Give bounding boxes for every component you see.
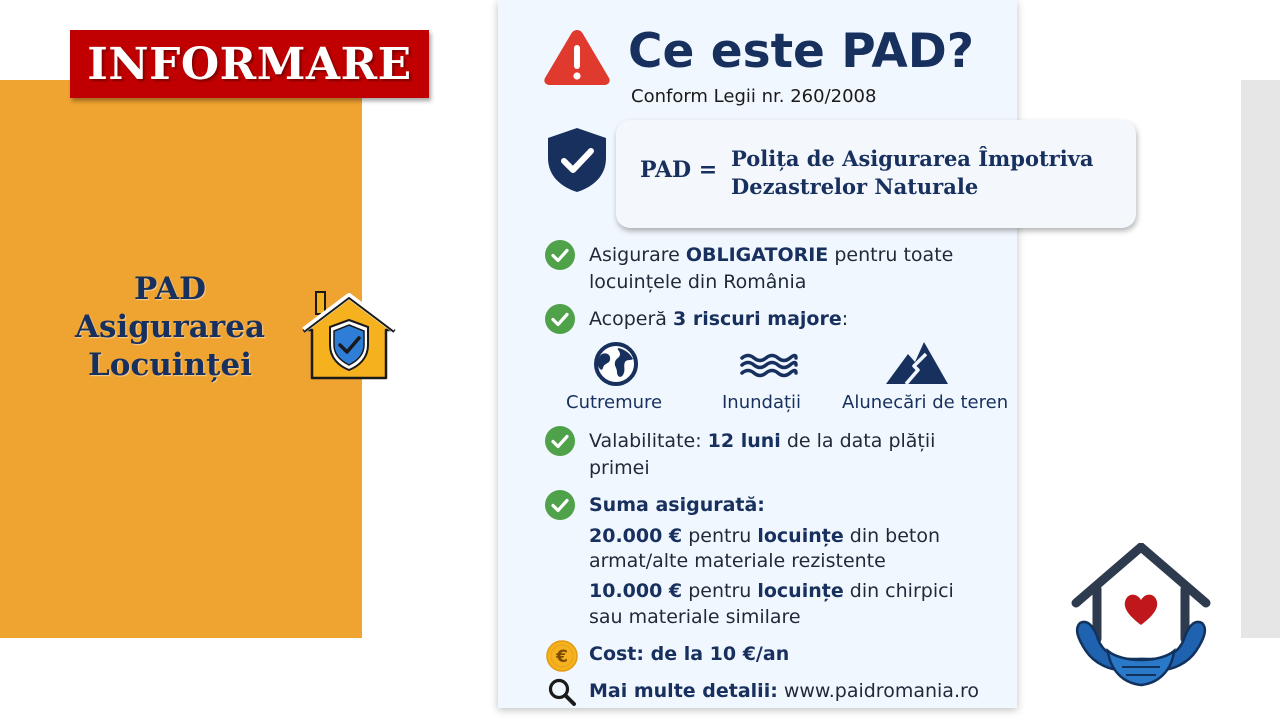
sum-title: Suma asigurată:: [589, 494, 765, 516]
definition-term: PAD =: [640, 157, 718, 183]
check-icon: [545, 426, 575, 456]
sum-adobe-amount: 10.000 €: [589, 580, 683, 602]
validity-line-2: primei: [589, 457, 650, 479]
definition-line-2: Dezastrelor Naturale: [731, 174, 979, 199]
mandatory-emphasis: OBLIGATORIE: [685, 244, 829, 266]
sum-adobe-line-1: 10.000 € pentru locuințe din chirpici: [589, 580, 954, 602]
left-title-line-2: Asigurarea: [74, 309, 266, 345]
hands-house-heart-icon: [1070, 543, 1212, 693]
gray-side-strip: [1241, 80, 1280, 638]
search-icon: [547, 677, 577, 707]
informare-label: INFORMARE: [87, 38, 412, 90]
validity-line-1: Valabilitate: 12 luni de la data plății: [589, 430, 936, 452]
risks-emphasis: 3 riscuri majore: [672, 308, 842, 330]
sum-concrete-line-2: armat/alte materiale rezistente: [589, 550, 886, 572]
cost-line: Cost: de la 10 €/an: [589, 643, 790, 665]
warning-icon: [542, 27, 612, 87]
mandatory-line-1: Asigurare OBLIGATORIE pentru toate: [589, 244, 954, 266]
definition-text: [731, 145, 1094, 201]
check-icon: [545, 240, 575, 270]
check-icon: [545, 304, 575, 334]
left-title: [40, 270, 300, 384]
mountain-icon: [884, 340, 950, 386]
left-title-line-1: PAD: [134, 271, 206, 307]
card-subtitle: Conform Legii nr. 260/2008: [631, 86, 877, 107]
details-line: Mai multe detalii: www.paidromania.ro: [589, 680, 980, 702]
mandatory-line-2: locuințele din România: [589, 271, 807, 293]
risk-earthquake-label: Cutremure: [566, 392, 663, 413]
risk-flood-label: Inundații: [722, 392, 802, 413]
details-url[interactable]: www.paidromania.ro: [777, 680, 980, 702]
informare-badge: [70, 30, 429, 98]
svg-text:€: €: [556, 647, 568, 667]
card-title: Ce este PAD?: [628, 24, 975, 79]
sum-concrete-line-1: 20.000 € pentru locuințe din beton: [589, 525, 941, 547]
house-shield-icon: [302, 290, 396, 382]
risks-line: Acoperă 3 riscuri majore:: [589, 308, 849, 330]
check-icon: [545, 490, 575, 520]
sum-adobe-line-2: sau materiale similare: [589, 606, 801, 628]
globe-icon: [592, 342, 640, 386]
validity-emphasis: 12 luni: [707, 430, 781, 452]
shield-check-icon: [545, 126, 609, 194]
definition-line-1: Polița de Asigurarea Împotriva: [731, 146, 1094, 171]
euro-coin-icon: [546, 640, 578, 672]
waves-icon: [739, 352, 799, 378]
left-title-line-3: Locuinței: [87, 347, 253, 383]
risk-landslide-label: Alunecări de teren: [842, 392, 1009, 413]
sum-concrete-amount: 20.000 €: [589, 525, 683, 547]
